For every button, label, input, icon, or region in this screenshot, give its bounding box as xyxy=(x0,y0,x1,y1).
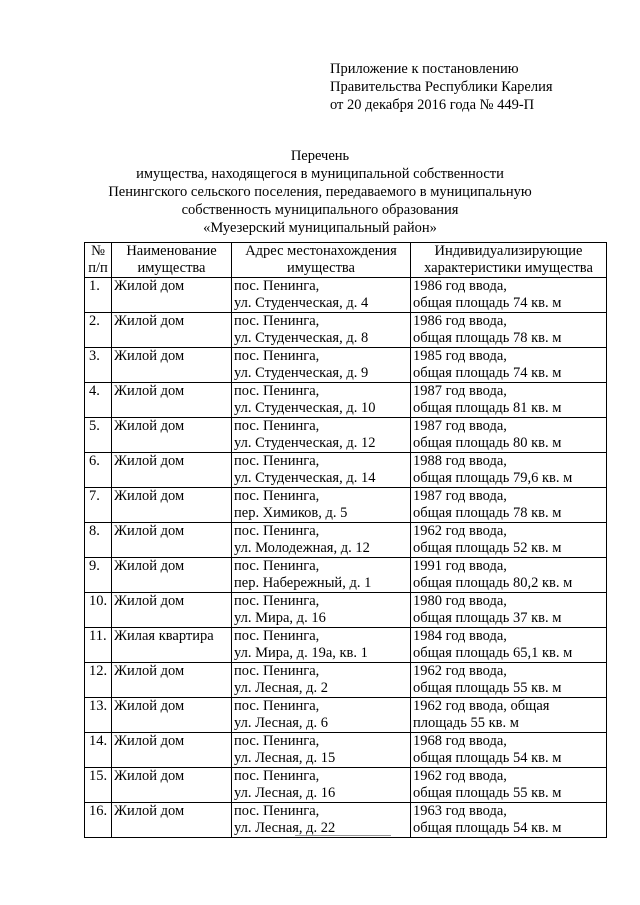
property-name: Жилой дом xyxy=(112,523,232,558)
row-number: 14. xyxy=(85,733,112,768)
address-line: пос. Пенинга, xyxy=(234,698,320,714)
property-name: Жилой дом xyxy=(112,593,232,628)
row-number: 8. xyxy=(85,523,112,558)
appendix-line: Правительства Республики Карелия xyxy=(330,79,553,95)
table-row xyxy=(85,733,607,768)
property-name: Жилой дом xyxy=(112,663,232,698)
row-number: 3. xyxy=(85,348,112,383)
property-name: Жилой дом xyxy=(112,768,232,803)
property-characteristics xyxy=(411,278,607,313)
address-line: ул. Студенческая, д. 14 xyxy=(234,470,376,486)
property-characteristics xyxy=(411,663,607,698)
characteristics-line: общая площадь 55 кв. м xyxy=(413,680,562,696)
appendix-line: от 20 декабря 2016 года № 449-П xyxy=(330,97,535,113)
table-row xyxy=(85,768,607,803)
property-name: Жилой дом xyxy=(112,418,232,453)
appendix-header xyxy=(330,60,553,114)
characteristics-line: общая площадь 78 кв. м xyxy=(413,330,562,346)
property-address xyxy=(232,313,411,348)
property-name: Жилой дом xyxy=(112,558,232,593)
header-number: № п/п xyxy=(85,243,112,278)
table-row xyxy=(85,418,607,453)
characteristics-line: 1962 год ввода, xyxy=(413,768,507,784)
address-line: ул. Лесная, д. 16 xyxy=(234,785,336,801)
table-row xyxy=(85,278,607,313)
address-line: пос. Пенинга, xyxy=(234,768,320,784)
table-row xyxy=(85,628,607,663)
property-characteristics xyxy=(411,768,607,803)
table-row xyxy=(85,348,607,383)
row-number: 1. xyxy=(85,278,112,313)
table-row xyxy=(85,383,607,418)
address-line: пос. Пенинга, xyxy=(234,733,320,749)
table-row xyxy=(85,488,607,523)
address-line: пос. Пенинга, xyxy=(234,348,320,364)
property-name: Жилой дом xyxy=(112,698,232,733)
property-address xyxy=(232,733,411,768)
document-title xyxy=(0,147,640,237)
property-characteristics xyxy=(411,418,607,453)
appendix-line: Приложение к постановлению xyxy=(330,61,519,77)
characteristics-line: 1986 год ввода, xyxy=(413,278,507,294)
property-address xyxy=(232,698,411,733)
property-name: Жилой дом xyxy=(112,488,232,523)
property-address xyxy=(232,663,411,698)
characteristics-line: 1988 год ввода, xyxy=(413,453,507,469)
characteristics-line: площадь 55 кв. м xyxy=(413,715,519,731)
address-line: ул. Молодежная, д. 12 xyxy=(234,540,370,556)
row-number: 13. xyxy=(85,698,112,733)
address-line: пос. Пенинга, xyxy=(234,663,320,679)
property-characteristics xyxy=(411,488,607,523)
address-line: пер. Набережный, д. 1 xyxy=(234,575,372,591)
property-characteristics xyxy=(411,698,607,733)
address-line: ул. Лесная, д. 22 xyxy=(234,820,336,836)
property-characteristics xyxy=(411,523,607,558)
address-line: пос. Пенинга, xyxy=(234,418,320,434)
property-address xyxy=(232,628,411,663)
characteristics-line: 1987 год ввода, xyxy=(413,418,507,434)
row-number: 7. xyxy=(85,488,112,523)
property-address xyxy=(232,593,411,628)
characteristics-line: 1980 год ввода, xyxy=(413,593,507,609)
title-line: Перечень xyxy=(290,148,350,164)
property-characteristics xyxy=(411,733,607,768)
characteristics-line: 1968 год ввода, xyxy=(413,733,507,749)
property-name: Жилой дом xyxy=(112,348,232,383)
address-line: пос. Пенинга, xyxy=(234,488,320,504)
row-number: 10. xyxy=(85,593,112,628)
characteristics-line: общая площадь 81 кв. м xyxy=(413,400,562,416)
row-number: 4. xyxy=(85,383,112,418)
row-number: 9. xyxy=(85,558,112,593)
row-number: 12. xyxy=(85,663,112,698)
address-line: ул. Студенческая, д. 10 xyxy=(234,400,376,416)
address-line: ул. Лесная, д. 2 xyxy=(234,680,329,696)
characteristics-line: общая площадь 54 кв. м xyxy=(413,750,562,766)
property-name: Жилой дом xyxy=(112,803,232,838)
header-name: Наименование имущества xyxy=(112,243,232,278)
characteristics-line: 1987 год ввода, xyxy=(413,383,507,399)
property-address xyxy=(232,558,411,593)
property-address xyxy=(232,348,411,383)
characteristics-line: 1986 год ввода, xyxy=(413,313,507,329)
property-address xyxy=(232,383,411,418)
address-line: ул. Мира, д. 16 xyxy=(234,610,326,626)
characteristics-line: 1987 год ввода, xyxy=(413,488,507,504)
row-number: 6. xyxy=(85,453,112,488)
property-characteristics xyxy=(411,803,607,838)
row-number: 2. xyxy=(85,313,112,348)
property-name: Жилой дом xyxy=(112,383,232,418)
address-line: пос. Пенинга, xyxy=(234,593,320,609)
title-line: имущества, находящегося в муниципальной собственности xyxy=(136,166,504,182)
characteristics-line: 1962 год ввода, общая xyxy=(413,698,550,714)
address-line: ул. Лесная, д. 6 xyxy=(234,715,329,731)
property-characteristics xyxy=(411,453,607,488)
property-name: Жилой дом xyxy=(112,313,232,348)
characteristics-line: общая площадь 37 кв. м xyxy=(413,610,562,626)
address-line: ул. Студенческая, д. 12 xyxy=(234,435,376,451)
characteristics-line: общая площадь 78 кв. м xyxy=(413,505,562,521)
characteristics-line: 1962 год ввода, xyxy=(413,663,507,679)
address-line: пос. Пенинга, xyxy=(234,278,320,294)
property-characteristics xyxy=(411,558,607,593)
address-line: ул. Мира, д. 19а, кв. 1 xyxy=(234,645,368,661)
property-characteristics xyxy=(411,628,607,663)
address-line: ул. Лесная, д. 15 xyxy=(234,750,336,766)
footer-divider xyxy=(295,835,391,836)
row-number: 11. xyxy=(85,628,112,663)
characteristics-line: 1985 год ввода, xyxy=(413,348,507,364)
characteristics-line: общая площадь 54 кв. м xyxy=(413,820,562,836)
row-number: 15. xyxy=(85,768,112,803)
address-line: пос. Пенинга, xyxy=(234,523,320,539)
property-characteristics xyxy=(411,383,607,418)
title-line: Пенингского сельского поселения, передаваемого в муниципальную xyxy=(108,184,532,200)
characteristics-line: общая площадь 79,6 кв. м xyxy=(413,470,573,486)
table-row xyxy=(85,663,607,698)
table-row xyxy=(85,803,607,838)
characteristics-line: общая площадь 74 кв. м xyxy=(413,365,562,381)
characteristics-line: общая площадь 80,2 кв. м xyxy=(413,575,573,591)
address-line: пос. Пенинга, xyxy=(234,313,320,329)
property-address xyxy=(232,488,411,523)
address-line: ул. Студенческая, д. 8 xyxy=(234,330,369,346)
address-line: пос. Пенинга, xyxy=(234,558,320,574)
address-line: пос. Пенинга, xyxy=(234,453,320,469)
header-characteristics: Индивидуализирующие характеристики имущества xyxy=(411,243,607,278)
property-address xyxy=(232,803,411,838)
property-name: Жилой дом xyxy=(112,453,232,488)
property-address xyxy=(232,278,411,313)
title-line: собственность муниципального образования xyxy=(181,202,459,218)
address-line: пос. Пенинга, xyxy=(234,803,320,819)
property-name: Жилой дом xyxy=(112,733,232,768)
table-row xyxy=(85,313,607,348)
property-address xyxy=(232,453,411,488)
address-line: пос. Пенинга, xyxy=(234,383,320,399)
row-number: 5. xyxy=(85,418,112,453)
property-table xyxy=(84,242,607,838)
address-line: ул. Студенческая, д. 4 xyxy=(234,295,369,311)
table-row xyxy=(85,698,607,733)
address-line: пер. Химиков, д. 5 xyxy=(234,505,348,521)
characteristics-line: общая площадь 65,1 кв. м xyxy=(413,645,573,661)
property-address xyxy=(232,768,411,803)
characteristics-line: общая площадь 80 кв. м xyxy=(413,435,562,451)
property-characteristics xyxy=(411,593,607,628)
characteristics-line: общая площадь 52 кв. м xyxy=(413,540,562,556)
characteristics-line: общая площадь 74 кв. м xyxy=(413,295,562,311)
table-row xyxy=(85,453,607,488)
property-address xyxy=(232,523,411,558)
characteristics-line: общая площадь 55 кв. м xyxy=(413,785,562,801)
address-line: ул. Студенческая, д. 9 xyxy=(234,365,369,381)
table-row xyxy=(85,523,607,558)
table-row xyxy=(85,558,607,593)
characteristics-line: 1962 год ввода, xyxy=(413,523,507,539)
property-name: Жилой дом xyxy=(112,278,232,313)
property-name: Жилая квартира xyxy=(112,628,232,663)
row-number: 16. xyxy=(85,803,112,838)
characteristics-line: 1991 год ввода, xyxy=(413,558,507,574)
title-line: «Муезерский муниципальный район» xyxy=(203,220,437,236)
property-address xyxy=(232,418,411,453)
property-characteristics xyxy=(411,313,607,348)
address-line: пос. Пенинга, xyxy=(234,628,320,644)
header-address: Адрес местонахождения имущества xyxy=(232,243,411,278)
characteristics-line: 1963 год ввода, xyxy=(413,803,507,819)
characteristics-line: 1984 год ввода, xyxy=(413,628,507,644)
table-row xyxy=(85,593,607,628)
property-characteristics xyxy=(411,348,607,383)
table-header-row xyxy=(85,243,607,278)
